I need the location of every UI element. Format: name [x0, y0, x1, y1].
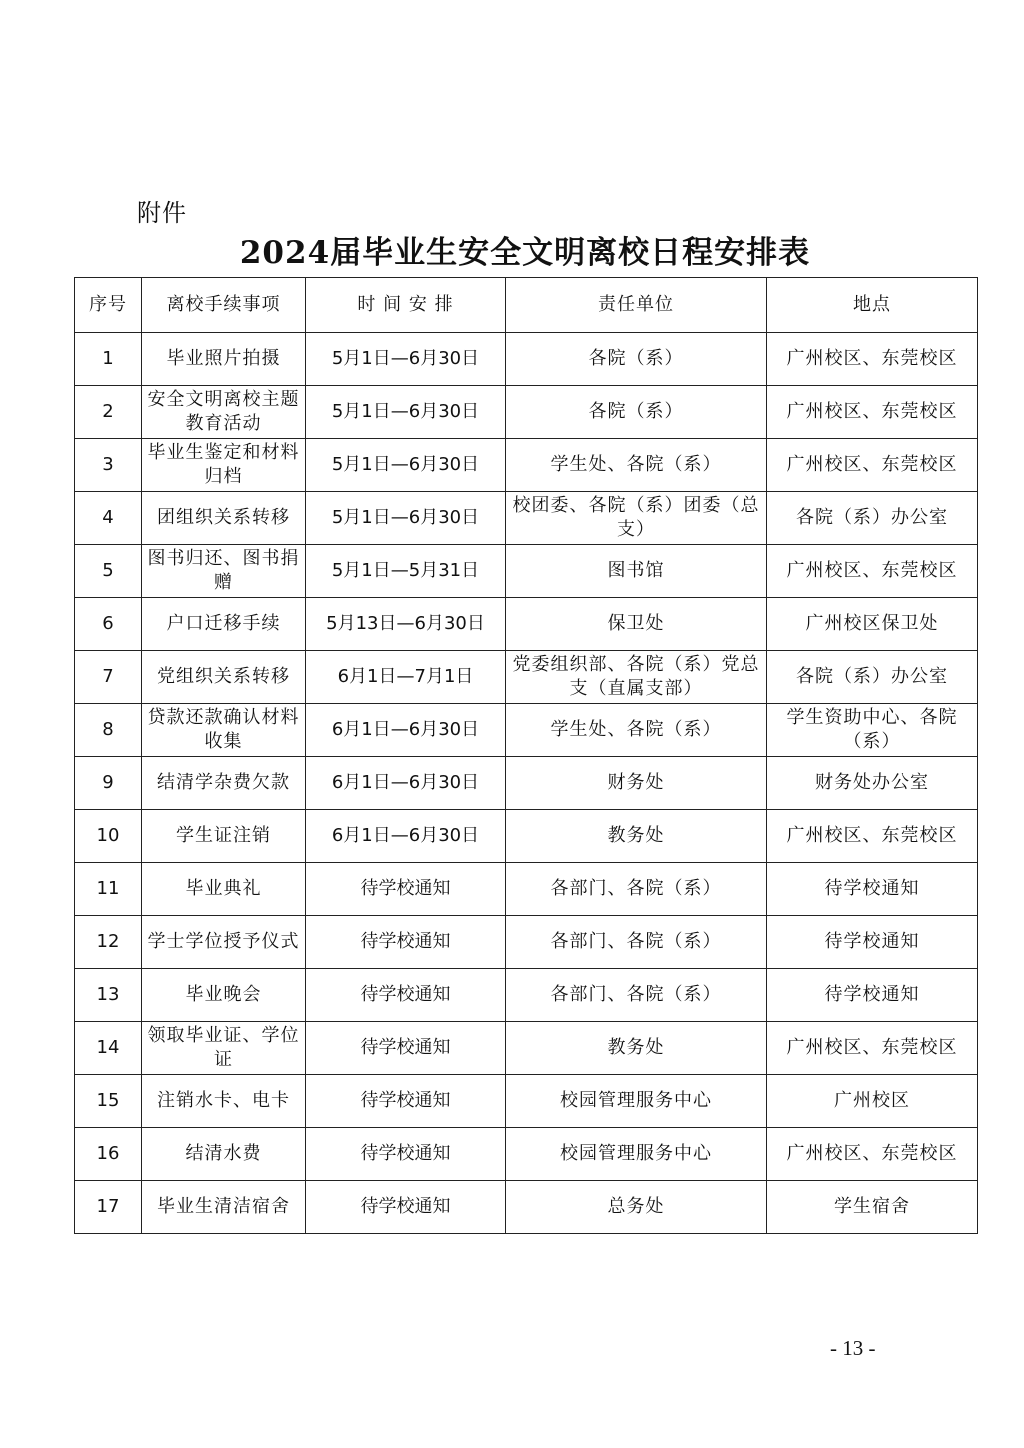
- cell-place: 广州校区、东莞校区: [767, 810, 978, 863]
- cell-item: 领取毕业证、学位证: [142, 1022, 306, 1075]
- header-time: 时 间 安 排: [306, 278, 506, 333]
- table-row: [75, 916, 978, 969]
- table-row: [75, 757, 978, 810]
- table-row: [75, 810, 978, 863]
- cell-no: 13: [75, 969, 142, 1022]
- cell-place: 各院（系）办公室: [767, 492, 978, 545]
- cell-unit: 各部门、各院（系）: [506, 863, 767, 916]
- cell-place: 广州校区、东莞校区: [767, 1128, 978, 1181]
- cell-time: 5月1日—6月30日: [306, 333, 506, 386]
- header-item: 离校手续事项: [142, 278, 306, 333]
- cell-item: 学生证注销: [142, 810, 306, 863]
- cell-place: 待学校通知: [767, 863, 978, 916]
- header-place: 地点: [767, 278, 978, 333]
- cell-place: 学生宿舍: [767, 1181, 978, 1234]
- cell-place: 广州校区: [767, 1075, 978, 1128]
- cell-time: 5月1日—6月30日: [306, 492, 506, 545]
- cell-unit: 总务处: [506, 1181, 767, 1234]
- cell-place: 学生资助中心、各院（系）: [767, 704, 978, 757]
- table-row: [75, 863, 978, 916]
- cell-place: 广州校区保卫处: [767, 598, 978, 651]
- table-row: [75, 1128, 978, 1181]
- attachment-label: 附件: [137, 199, 187, 227]
- cell-unit: 各部门、各院（系）: [506, 916, 767, 969]
- cell-item: 注销水卡、电卡: [142, 1075, 306, 1128]
- cell-unit: 学生处、各院（系）: [506, 704, 767, 757]
- cell-unit: 校园管理服务中心: [506, 1128, 767, 1181]
- cell-place: 广州校区、东莞校区: [767, 386, 978, 439]
- cell-no: 6: [75, 598, 142, 651]
- cell-unit: 教务处: [506, 810, 767, 863]
- cell-place: 广州校区、东莞校区: [767, 333, 978, 386]
- table-row: [75, 333, 978, 386]
- cell-item: 毕业生清洁宿舍: [142, 1181, 306, 1234]
- table-header-row: [75, 278, 978, 333]
- cell-time: 待学校通知: [306, 1075, 506, 1128]
- cell-no: 17: [75, 1181, 142, 1234]
- cell-item: 结清水费: [142, 1128, 306, 1181]
- cell-no: 9: [75, 757, 142, 810]
- cell-time: 5月1日—6月30日: [306, 439, 506, 492]
- cell-item: 结清学杂费欠款: [142, 757, 306, 810]
- cell-no: 7: [75, 651, 142, 704]
- table-row: [75, 651, 978, 704]
- cell-time: 6月1日—7月1日: [306, 651, 506, 704]
- table-row: [75, 1075, 978, 1128]
- cell-time: 6月1日—6月30日: [306, 757, 506, 810]
- table-row: [75, 704, 978, 757]
- page-number: - 13 -: [830, 1336, 876, 1360]
- cell-place: 广州校区、东莞校区: [767, 439, 978, 492]
- cell-place: 广州校区、东莞校区: [767, 1022, 978, 1075]
- cell-item: 党组织关系转移: [142, 651, 306, 704]
- cell-time: 待学校通知: [306, 863, 506, 916]
- table-row: [75, 492, 978, 545]
- cell-place: 待学校通知: [767, 916, 978, 969]
- cell-unit: 校园管理服务中心: [506, 1075, 767, 1128]
- cell-time: 待学校通知: [306, 1181, 506, 1234]
- cell-unit: 保卫处: [506, 598, 767, 651]
- cell-time: 待学校通知: [306, 1128, 506, 1181]
- cell-no: 8: [75, 704, 142, 757]
- cell-no: 12: [75, 916, 142, 969]
- cell-no: 5: [75, 545, 142, 598]
- cell-item: 学士学位授予仪式: [142, 916, 306, 969]
- cell-item: 贷款还款确认材料收集: [142, 704, 306, 757]
- cell-time: 待学校通知: [306, 969, 506, 1022]
- cell-item: 毕业晚会: [142, 969, 306, 1022]
- cell-no: 3: [75, 439, 142, 492]
- cell-place: 待学校通知: [767, 969, 978, 1022]
- cell-unit: 各部门、各院（系）: [506, 969, 767, 1022]
- cell-item: 毕业生鉴定和材料归档: [142, 439, 306, 492]
- cell-item: 图书归还、图书捐赠: [142, 545, 306, 598]
- table-body: [75, 333, 978, 1234]
- cell-time: 6月1日—6月30日: [306, 810, 506, 863]
- cell-time: 5月13日—6月30日: [306, 598, 506, 651]
- table-row: [75, 545, 978, 598]
- table-row: [75, 1181, 978, 1234]
- cell-item: 团组织关系转移: [142, 492, 306, 545]
- cell-place: 各院（系）办公室: [767, 651, 978, 704]
- cell-time: 5月1日—6月30日: [306, 386, 506, 439]
- cell-no: 14: [75, 1022, 142, 1075]
- table-row: [75, 1022, 978, 1075]
- cell-place: 财务处办公室: [767, 757, 978, 810]
- cell-time: 6月1日—6月30日: [306, 704, 506, 757]
- cell-unit: 党委组织部、各院（系）党总支（直属支部）: [506, 651, 767, 704]
- cell-time: 待学校通知: [306, 1022, 506, 1075]
- table-row: [75, 439, 978, 492]
- cell-item: 毕业典礼: [142, 863, 306, 916]
- cell-no: 10: [75, 810, 142, 863]
- cell-unit: 各院（系）: [506, 386, 767, 439]
- cell-item: 户口迁移手续: [142, 598, 306, 651]
- table-row: [75, 969, 978, 1022]
- header-no: 序号: [75, 278, 142, 333]
- cell-unit: 教务处: [506, 1022, 767, 1075]
- cell-no: 16: [75, 1128, 142, 1181]
- cell-unit: 校团委、各院（系）团委（总支）: [506, 492, 767, 545]
- table-row: [75, 598, 978, 651]
- page-title: 2024届毕业生安全文明离校日程安排表: [239, 235, 811, 271]
- cell-unit: 图书馆: [506, 545, 767, 598]
- cell-no: 15: [75, 1075, 142, 1128]
- table-row: [75, 386, 978, 439]
- header-unit: 责任单位: [506, 278, 767, 333]
- cell-unit: 财务处: [506, 757, 767, 810]
- cell-place: 广州校区、东莞校区: [767, 545, 978, 598]
- cell-unit: 学生处、各院（系）: [506, 439, 767, 492]
- cell-time: 待学校通知: [306, 916, 506, 969]
- cell-no: 1: [75, 333, 142, 386]
- cell-item: 毕业照片拍摄: [142, 333, 306, 386]
- schedule-table: [74, 277, 978, 1234]
- cell-no: 11: [75, 863, 142, 916]
- cell-item: 安全文明离校主题教育活动: [142, 386, 306, 439]
- cell-no: 2: [75, 386, 142, 439]
- cell-unit: 各院（系）: [506, 333, 767, 386]
- cell-no: 4: [75, 492, 142, 545]
- cell-time: 5月1日—5月31日: [306, 545, 506, 598]
